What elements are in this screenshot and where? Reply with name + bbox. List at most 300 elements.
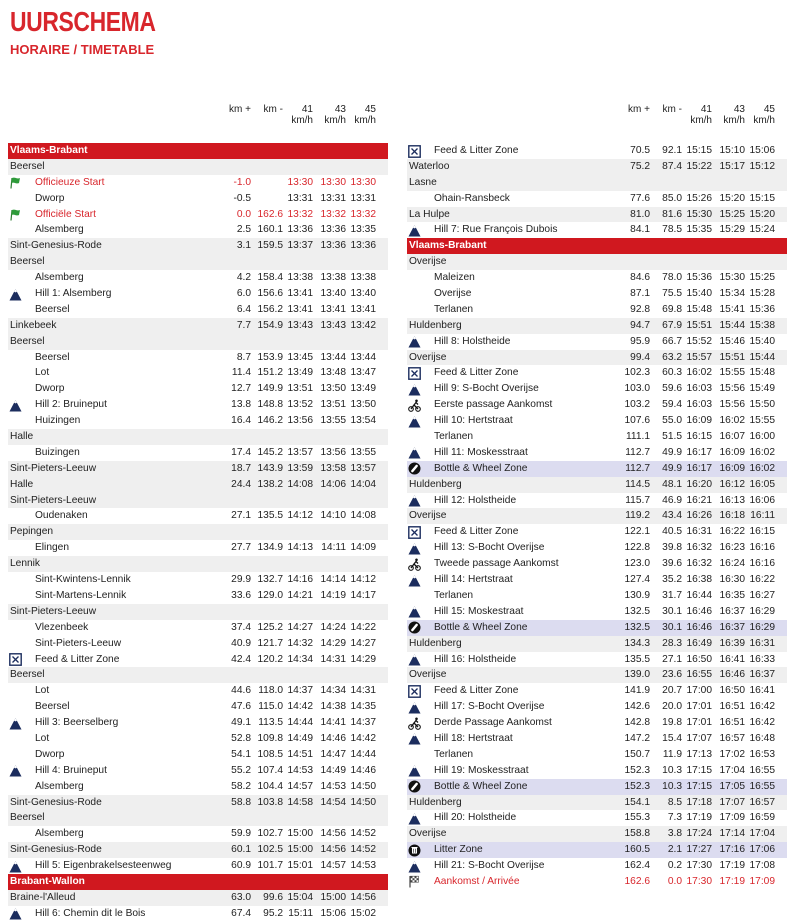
point-name: Ohain-Ransbeck [434, 192, 510, 204]
point-name: Terlanen [434, 748, 474, 760]
point-name: Huldenberg [409, 319, 462, 331]
time-41-cell: 13:41 [287, 288, 313, 300]
km-plus-cell: 112.7 [625, 446, 650, 458]
time-45-cell: 15:40 [749, 335, 775, 347]
municipality-row [8, 524, 388, 540]
time-45-cell: 13:50 [350, 399, 376, 411]
route-point-row [407, 763, 787, 779]
point-name: Hill 20: Holstheide [434, 812, 517, 824]
km-plus-cell: 60.9 [231, 860, 251, 872]
route-point-row [407, 445, 787, 461]
time-45-cell: 16:29 [749, 621, 775, 633]
header-45: 45 [364, 104, 376, 115]
km-minus-cell: 2.1 [667, 844, 682, 856]
point-name: Hill 21: S-Bocht Overijse [434, 860, 545, 872]
km-plus-cell: 6.4 [236, 303, 251, 315]
time-43-cell: 17:09 [719, 812, 745, 824]
time-43-cell: 17:02 [719, 748, 745, 760]
km-minus-cell: 81.6 [662, 208, 682, 220]
route-point-row [8, 222, 388, 238]
km-minus-cell: 59.4 [662, 399, 682, 411]
time-45-cell: 16:53 [749, 748, 775, 760]
km-plus-cell: 29.9 [231, 574, 251, 586]
route-point-row [407, 556, 787, 572]
km-plus-cell: 112.7 [625, 462, 650, 474]
point-name: Hill 5: Eigenbrakelsesteenweg [35, 860, 172, 872]
route-point-row [407, 493, 787, 509]
km-plus-cell: 139.0 [624, 669, 650, 681]
route-point-row [407, 652, 787, 668]
time-43-cell: 17:16 [719, 844, 745, 856]
time-45-cell: 13:49 [350, 383, 376, 395]
km-minus-cell: 55.0 [662, 415, 682, 427]
time-41-cell: 15:40 [686, 288, 712, 300]
time-41-cell: 15:51 [686, 319, 712, 331]
municipality-row [8, 334, 388, 350]
km-plus-cell: 3.1 [236, 240, 251, 252]
km-plus-cell: 122.8 [624, 542, 650, 554]
route-point-row [8, 826, 388, 842]
point-name: Litter Zone [434, 844, 483, 856]
time-45-cell: 15:02 [350, 907, 376, 919]
time-41-cell: 13:49 [287, 367, 313, 379]
point-name: Terlanen [434, 431, 474, 443]
time-43-cell: 13:36 [320, 240, 346, 252]
time-43-cell: 13:43 [320, 319, 346, 331]
time-45-cell: 13:44 [350, 351, 376, 363]
time-45-cell: 14:44 [350, 748, 376, 760]
time-43-cell: 13:40 [320, 288, 346, 300]
time-43-cell: 16:30 [719, 574, 745, 586]
km-plus-cell: 103.2 [624, 399, 650, 411]
time-45-cell: 13:35 [350, 224, 376, 236]
km-plus-cell: 103.0 [624, 383, 650, 395]
km-plus-cell: 37.4 [231, 621, 251, 633]
time-45-cell: 14:27 [350, 637, 376, 649]
point-name: Lot [35, 367, 50, 379]
time-41-cell: 14:21 [287, 589, 313, 601]
point-name: Huldenberg [409, 478, 462, 490]
bottle-wheel-icon [407, 780, 421, 794]
km-plus-cell: 4.2 [236, 272, 251, 284]
time-41-cell: 17:00 [686, 685, 712, 697]
time-45-cell: 14:22 [350, 621, 376, 633]
point-name: Alsemberg [35, 780, 84, 792]
cyclist-icon [407, 398, 421, 412]
time-45-cell: 14:09 [350, 542, 376, 554]
time-41-cell: 16:44 [686, 589, 712, 601]
km-plus-cell: 87.1 [630, 288, 650, 300]
route-point-row [407, 524, 787, 540]
time-43-cell: 16:13 [719, 494, 745, 506]
time-41-cell: 17:30 [686, 860, 712, 872]
km-minus-cell: 11.9 [662, 748, 682, 760]
time-45-cell: 14:50 [350, 780, 376, 792]
time-45-cell: 13:36 [350, 240, 376, 252]
km-plus-cell: 107.6 [624, 415, 650, 427]
time-41-cell: 17:07 [686, 732, 712, 744]
timetable-rows-left [8, 143, 388, 922]
time-45-cell: 14:08 [350, 510, 376, 522]
km-plus-cell: 135.5 [624, 653, 650, 665]
point-name: Bottle & Wheel Zone [434, 621, 528, 633]
time-43-cell: 15:41 [719, 303, 745, 315]
time-45-cell: 16:15 [749, 526, 775, 538]
km-plus-cell: 162.4 [624, 860, 650, 872]
time-45-cell: 16:06 [749, 494, 775, 506]
time-45-cell: 16:37 [749, 669, 775, 681]
point-name: Sint-Genesius-Rode [10, 796, 102, 808]
km-plus-cell: 33.6 [231, 589, 251, 601]
time-43-cell: 14:49 [320, 764, 346, 776]
time-41-cell: 14:53 [287, 764, 313, 776]
time-41-cell: 16:49 [686, 637, 712, 649]
time-41-cell: 16:50 [686, 653, 712, 665]
km-minus-cell: 87.4 [662, 160, 682, 172]
time-43-cell: 13:51 [320, 399, 346, 411]
time-41-cell: 17:27 [686, 844, 712, 856]
point-name: Bottle & Wheel Zone [434, 780, 528, 792]
time-41-cell: 14:44 [287, 717, 313, 729]
km-plus-cell: 44.6 [231, 685, 251, 697]
time-43-cell: 13:31 [320, 192, 346, 204]
time-45-cell: 14:04 [350, 478, 376, 490]
time-41-cell: 13:32 [287, 208, 313, 220]
km-plus-cell: 162.6 [624, 875, 650, 887]
time-41-cell: 14:42 [287, 701, 313, 713]
point-name: Feed & Litter Zone [434, 526, 519, 538]
time-41-cell: 13:43 [287, 319, 313, 331]
time-45-cell: 16:02 [749, 446, 775, 458]
km-minus-cell: 15.4 [662, 732, 682, 744]
time-45-cell: 13:47 [350, 367, 376, 379]
time-43-cell: 13:38 [320, 272, 346, 284]
municipality-row [8, 795, 388, 811]
time-41-cell: 15:48 [686, 303, 712, 315]
km-minus-cell: 27.1 [662, 653, 682, 665]
km-plus-cell: 132.5 [624, 605, 650, 617]
point-name: Hill 2: Bruineput [35, 399, 107, 411]
route-point-row [407, 429, 787, 445]
time-41-cell: 15:11 [288, 907, 313, 919]
municipality-row [407, 826, 787, 842]
time-45-cell: 16:42 [749, 717, 775, 729]
time-41-cell: 14:51 [287, 748, 313, 760]
point-name: Alsemberg [35, 272, 84, 284]
route-point-row [8, 636, 388, 652]
municipality-row [8, 159, 388, 175]
time-41-cell: 13:52 [287, 399, 313, 411]
time-43-cell: 16:07 [719, 431, 745, 443]
route-point-row [8, 445, 388, 461]
time-43-cell: 14:10 [320, 510, 346, 522]
km-plus-cell: -1.0 [233, 176, 251, 188]
time-45-cell: 16:31 [749, 637, 775, 649]
km-minus-cell: 67.9 [662, 319, 682, 331]
point-name: Halle [10, 431, 34, 443]
route-point-row [8, 747, 388, 763]
cyclist-icon [407, 557, 421, 571]
time-41-cell: 17:01 [686, 701, 712, 713]
finish-flag-icon [407, 875, 421, 889]
municipality-row [8, 556, 388, 572]
time-41-cell: 16:31 [686, 526, 712, 538]
time-45-cell: 13:32 [350, 208, 376, 220]
km-minus-cell: 10.3 [662, 780, 682, 792]
km-minus-cell: 28.3 [662, 637, 682, 649]
km-minus-cell: 102.7 [257, 828, 283, 840]
region-header-row [8, 874, 388, 890]
municipality-row [8, 842, 388, 858]
time-43-cell: 14:46 [320, 732, 346, 744]
km-minus-cell: 49.9 [662, 462, 682, 474]
km-minus-cell: 19.8 [662, 717, 682, 729]
time-41-cell: 17:24 [686, 828, 712, 840]
route-point-row [407, 381, 787, 397]
route-point-row [8, 699, 388, 715]
time-45-cell: 16:41 [749, 685, 775, 697]
time-45-cell: 13:54 [350, 415, 376, 427]
page-subtitle: HORAIRE / TIMETABLE [10, 42, 155, 57]
km-minus-cell: 46.9 [662, 494, 682, 506]
km-minus-cell: 113.5 [258, 717, 283, 729]
time-43-cell: 16:46 [719, 669, 745, 681]
time-41-cell: 16:26 [686, 510, 712, 522]
header-41-unit: km/h [291, 115, 313, 126]
header-45-unit: km/h [753, 115, 775, 126]
route-point-row [407, 270, 787, 286]
time-45-cell: 17:09 [749, 875, 775, 887]
time-45-cell: 15:06 [749, 145, 775, 156]
km-plus-cell: 70.5 [630, 145, 650, 156]
time-41-cell: 15:04 [287, 891, 313, 903]
time-43-cell: 13:50 [320, 383, 346, 395]
time-43-cell: 15:29 [719, 224, 745, 236]
km-plus-cell: 54.1 [231, 748, 251, 760]
time-41-cell: 17:15 [686, 780, 712, 792]
km-minus-cell: 101.7 [257, 860, 283, 872]
km-plus-cell: 0.0 [236, 208, 251, 220]
time-41-cell: 13:45 [287, 351, 313, 363]
km-plus-cell: 67.4 [231, 907, 251, 919]
point-name: Dworp [35, 383, 65, 395]
time-45-cell: 17:04 [749, 828, 775, 840]
km-minus-cell: 85.0 [662, 192, 682, 204]
km-plus-cell: 52.8 [231, 732, 251, 744]
time-43-cell: 16:09 [719, 446, 745, 458]
km-minus-cell: 48.1 [662, 478, 682, 490]
km-minus-cell: 0.0 [667, 875, 682, 887]
km-plus-cell: 94.7 [630, 319, 650, 331]
point-name: Aankomst / Arrivée [434, 875, 520, 887]
time-41-cell: 14:27 [287, 621, 313, 633]
route-point-row [8, 572, 388, 588]
point-name: Hill 19: Moskesstraat [434, 764, 529, 776]
time-41-cell: 17:18 [686, 796, 712, 808]
km-minus-cell: 20.0 [662, 701, 682, 713]
time-41-cell: 15:22 [686, 160, 712, 172]
time-43-cell: 13:32 [320, 208, 346, 220]
route-point-row [8, 858, 388, 874]
municipality-row [407, 508, 787, 524]
route-point-row [407, 604, 787, 620]
km-minus-cell: 115.0 [258, 701, 283, 713]
municipality-row [407, 667, 787, 683]
point-name: Beersel [35, 303, 70, 315]
time-45-cell: 16:59 [749, 812, 775, 824]
start-flag-icon [8, 208, 22, 222]
time-41-cell: 16:03 [686, 399, 712, 411]
point-name: Sint-Pieters-Leeuw [10, 462, 97, 474]
time-41-cell: 16:09 [686, 415, 712, 427]
km-minus-cell: 59.6 [662, 383, 682, 395]
mountain-icon [8, 716, 22, 730]
header-45-unit: km/h [354, 115, 376, 126]
route-point-row [407, 365, 787, 381]
column-headers [407, 104, 787, 134]
km-minus-cell: 129.0 [257, 589, 283, 601]
time-41-cell: 16:38 [686, 574, 712, 586]
time-43-cell: 14:29 [320, 637, 346, 649]
km-minus-cell: 148.8 [257, 399, 283, 411]
km-plus-cell: 7.7 [236, 319, 251, 331]
point-name: Beersel [10, 160, 45, 172]
point-name: Sint-Pieters-Leeuw [10, 605, 97, 617]
time-43-cell: 13:30 [320, 176, 346, 188]
time-41-cell: 14:34 [287, 653, 313, 665]
km-plus-cell: 142.8 [624, 717, 650, 729]
time-45-cell: 14:42 [350, 732, 376, 744]
time-43-cell: 14:31 [320, 653, 346, 665]
km-minus-cell: 66.7 [662, 335, 682, 347]
route-point-row [8, 270, 388, 286]
cyclist-icon [407, 716, 421, 730]
km-plus-cell: 24.4 [231, 478, 251, 490]
route-point-row [407, 874, 787, 890]
mountain-icon [407, 653, 421, 667]
point-name: Alsemberg [35, 224, 84, 236]
point-name: Beersel [35, 351, 70, 363]
timetable-rows-right [407, 143, 787, 890]
feed-zone-icon [407, 144, 421, 158]
route-point-row [8, 302, 388, 318]
mountain-icon [407, 541, 421, 555]
time-43-cell: 14:47 [320, 748, 346, 760]
time-41-cell: 13:36 [287, 224, 313, 236]
time-43-cell: 14:19 [320, 589, 346, 601]
route-point-row [8, 652, 388, 668]
km-minus-cell: 39.6 [662, 558, 682, 570]
time-43-cell: 15:30 [719, 272, 745, 284]
point-name: Feed & Litter Zone [434, 367, 519, 379]
mountain-icon [407, 732, 421, 746]
point-name: Brabant-Wallon [10, 875, 85, 887]
km-plus-cell: 63.0 [231, 891, 251, 903]
time-45-cell: 14:53 [350, 860, 376, 872]
km-minus-cell: 69.8 [662, 303, 682, 315]
time-45-cell: 15:25 [749, 272, 775, 284]
time-45-cell: 15:44 [749, 351, 775, 363]
time-45-cell: 16:42 [749, 701, 775, 713]
time-43-cell: 17:05 [719, 780, 745, 792]
time-43-cell: 14:38 [320, 701, 346, 713]
point-name: Sint-Genesius-Rode [10, 844, 102, 856]
time-41-cell: 13:31 [287, 192, 313, 204]
time-43-cell: 14:57 [320, 860, 346, 872]
time-43-cell: 16:51 [719, 701, 745, 713]
km-minus-cell: 156.6 [257, 288, 283, 300]
point-name: Overijse [409, 351, 447, 363]
km-plus-cell: 60.1 [231, 844, 251, 856]
km-plus-cell: 111.1 [626, 431, 650, 443]
km-plus-cell: 99.4 [630, 351, 650, 363]
bottle-wheel-icon [407, 621, 421, 635]
time-45-cell: 16:55 [749, 764, 775, 776]
time-45-cell: 17:08 [749, 860, 775, 872]
route-point-row [8, 731, 388, 747]
time-41-cell: 14:57 [287, 780, 313, 792]
route-point-row [407, 620, 787, 636]
point-name: Hill 12: Holstheide [434, 494, 517, 506]
mountain-icon [407, 811, 421, 825]
time-45-cell: 13:30 [350, 176, 376, 188]
mountain-icon [407, 764, 421, 778]
route-point-row [407, 588, 787, 604]
time-41-cell: 17:01 [686, 717, 712, 729]
point-name: Hill 11: Moskesstraat [434, 446, 528, 458]
point-name: Terlanen [434, 589, 474, 601]
time-43-cell: 13:56 [320, 446, 346, 458]
km-minus-cell: 138.2 [257, 478, 283, 490]
start-flag-icon [8, 176, 22, 190]
time-45-cell: 13:55 [350, 446, 376, 458]
mountain-icon [8, 859, 22, 873]
time-45-cell: 16:22 [749, 574, 775, 586]
time-41-cell: 15:30 [686, 208, 712, 220]
mountain-icon [8, 398, 22, 412]
time-43-cell: 15:00 [320, 891, 346, 903]
municipality-row [8, 318, 388, 334]
time-41-cell: 16:15 [686, 431, 712, 443]
route-point-row [407, 683, 787, 699]
time-45-cell: 16:16 [749, 542, 775, 554]
time-41-cell: 17:19 [686, 812, 712, 824]
point-name: Vlezenbeek [35, 621, 89, 633]
km-plus-cell: 123.0 [624, 558, 650, 570]
time-41-cell: 17:15 [686, 764, 712, 776]
km-minus-cell: 159.5 [257, 240, 283, 252]
route-point-row [8, 207, 388, 223]
time-45-cell: 16:55 [749, 780, 775, 792]
time-41-cell: 16:32 [686, 558, 712, 570]
time-43-cell: 15:17 [719, 160, 745, 172]
km-minus-cell: 30.1 [662, 621, 682, 633]
time-41-cell: 15:00 [287, 844, 313, 856]
km-minus-cell: 156.2 [257, 303, 283, 315]
km-minus-cell: 158.4 [257, 272, 283, 284]
km-plus-cell: 84.1 [630, 224, 650, 236]
time-41-cell: 15:15 [686, 145, 712, 156]
time-41-cell: 14:12 [287, 510, 313, 522]
time-41-cell: 14:08 [287, 478, 313, 490]
km-plus-cell: 152.3 [624, 764, 650, 776]
time-43-cell: 15:10 [719, 145, 745, 156]
point-name: Overijse [409, 510, 447, 522]
municipality-row [8, 810, 388, 826]
route-point-row [8, 397, 388, 413]
municipality-row [8, 429, 388, 445]
km-plus-cell: 58.8 [231, 796, 251, 808]
